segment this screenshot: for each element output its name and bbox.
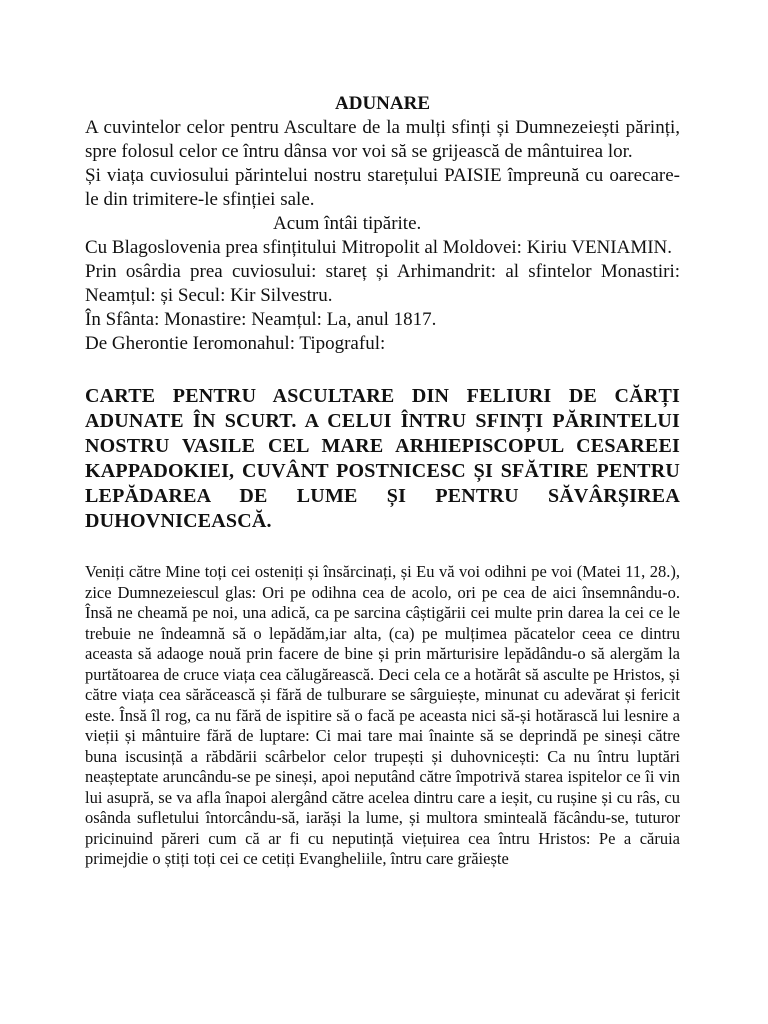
place-year-line: În Sfânta: Monastire: Neamțul: La, anul 1817. xyxy=(85,309,437,330)
intro-paragraph-1: A cuvintelor celor pentru Ascultare de la mulți sfinți și Dumnezeiești părinți, spre folosul celor ce întru dânsa vor voi să se grijească de mântuirea lor. xyxy=(85,117,680,162)
printer-line: De Gherontie Ieromonahul: Tipograful: xyxy=(85,333,386,354)
blessing-line: Cu Blagoslovenia prea sfințitului Mitropolit al Moldovei: Kiriu VENIAMIN. xyxy=(85,237,673,258)
printed-line: Acum întâi tipărite. xyxy=(273,213,422,234)
body-paragraph: Veniți către Mine toți cei osteniți și însărcinați, și Eu vă voi odihni pe voi (Matei 11, 28.), zice Dumnezeiescul glas: Ori pe odihna cea de acolo, ori pe cea de aici însemnându-o. Însă ne cheamă pe noi, una adică, ca pe sarcina câștigării cei multe prin darea la cei ce le trebuie ne îndeamnă să o lepădăm,iar alta, (ca) pe mulțimea păcatelor ceea ce dintru aceasta să adaoge nouă prin facere de bine și prin mărturisire lepădându-o să alergăm la purtătoarea de cruce viața cea călugărească. Deci cela ce a hotărât să asculte pe Hristos, și către viața cea sărăcească și fără de tulburare se sârguiește, minunat cu adevărat și fericit este. Însă îl rog, ca nu fără de ispitire să o facă pe aceasta nici să-și hotărască lui lesnire a vieții și mântuire fără de luptare: Ci mai tare mai înainte să se deprindă pe sineși către buna iscusință a răbdării scârbelor celor trupești și duhovnicești: Ca nu întru luptări neașteptate aruncându-se pe sineși, apoi neputând către împotrivă starea ispitelor ce îi vin lui asupră, se va afla înapoi alergând către acelea dintru care a ieșit, cu rușine și cu râs, cu osânda sufletului întorcându-să, iarăși la lume, și multora sminteală făcându-se, tuturor pricinuind păreri cum că ar fi cu neputință viețuirea cea întru Hristos: Pe a căruia primejdie o știți toți cei ce cetiți Evangheliile, întru care grăiește xyxy=(85,562,680,868)
intro-paragraph-2: Și viața cuviosului părintelui nostru starețului PAISIE împreună cu oarecare-le din trimitere-le sfinției sale. xyxy=(85,165,680,210)
document-page xyxy=(85,92,680,870)
section-heading: CARTE PENTRU ASCULTARE DIN FELIURI DE CĂRȚI ADUNATE ÎN SCURT. A CELUI ÎNTRU SFINȚI PĂRINTELUI NOSTRU VASILE CEL MARE ARHIEPISCOPUL CESAREEI KAPPADOKIEI, CUVÂNT POSTNICESC ȘI SFĂTIRE PENTRU LEPĂDAREA DE LUME ȘI PENTRU SĂVÂRȘIREA DUHOVNICEASCĂ. xyxy=(85,385,680,532)
diligence-line: Prin osârdia prea cuviosului: stareț și Arhimandrit: al sfintelor Monastiri: Neamțul: și Secul: Kir Silvestru. xyxy=(85,261,680,306)
document-title: ADUNARE xyxy=(335,93,430,114)
